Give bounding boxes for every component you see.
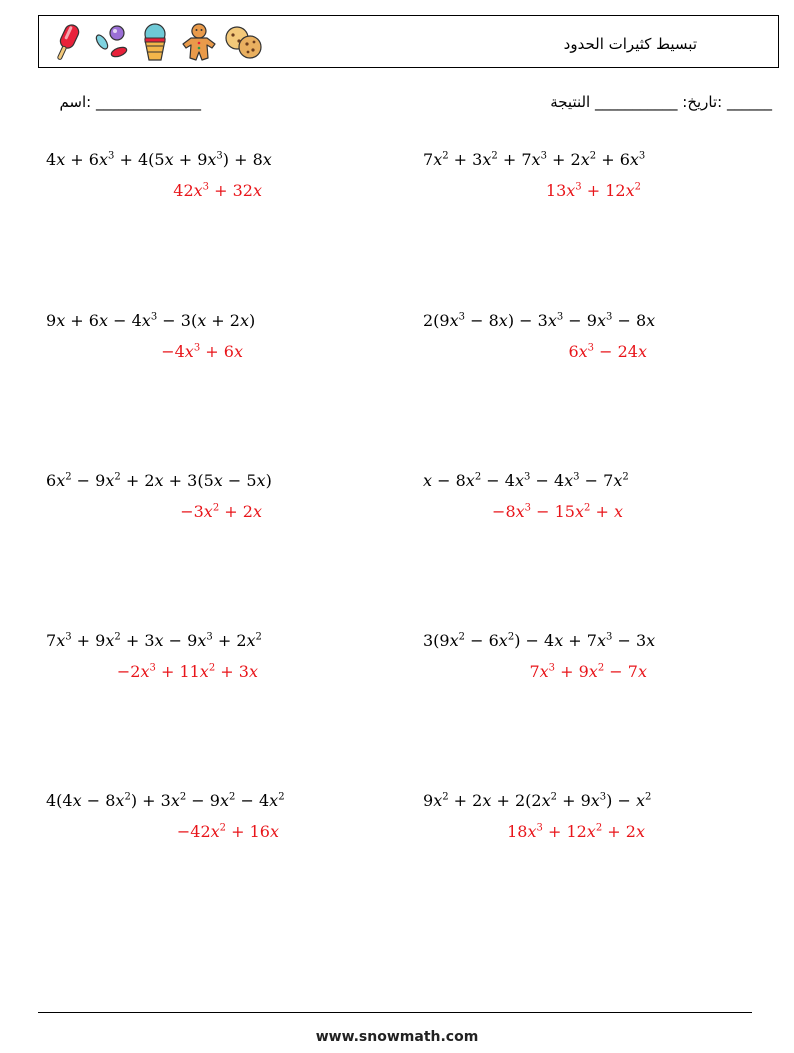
problem-question: $4(4x - 8x^2) + 3x^2 - 9x^2 - 4x^2$ [46, 791, 285, 810]
popsicle-icon [47, 20, 87, 64]
problem-answer: $7x^3 + 9x^2 - 7x$ [529, 662, 647, 681]
footer-divider [38, 1012, 752, 1013]
problem-question: $9x^2 + 2x + 2(2x^2 + 9x^3) - x^2$ [423, 791, 652, 810]
cookies-icon [223, 20, 263, 64]
problem-question: $4x + 6x^3 + 4(5x + 9x^3) + 8x$ [46, 150, 272, 169]
problem-answer: $13x^3 + 12x^2$ [545, 181, 641, 200]
worksheet-title: تبسيط كثيرات الحدود [563, 35, 697, 53]
footer-website: www.snowmath.com [315, 1029, 479, 1045]
problem-answer: $-8x^3 - 15x^2 + x$ [492, 502, 623, 521]
name-line: ______________ :اسم [59, 93, 201, 111]
problem-answer: $6x^3 - 24x$ [568, 342, 647, 361]
problem-answer: $18x^3 + 12x^2 + 2x$ [507, 822, 645, 841]
problem-answer: $42x^3 + 32x$ [173, 181, 262, 200]
problem-answer: $-42x^2 + 16x$ [176, 822, 279, 841]
gingerbread-icon [179, 20, 219, 64]
ice-cream-icon [135, 20, 175, 64]
problem-question: $3(9x^2 - 6x^2) - 4x + 7x^3 - 3x$ [423, 631, 656, 650]
header-box [38, 15, 779, 68]
header-icons [47, 20, 263, 64]
problem-answer: $-2x^3 + 11x^2 + 3x$ [116, 662, 258, 681]
problem-question: $9x + 6x - 4x^3 - 3(x + 2x)$ [46, 311, 256, 330]
problem-question: $2(9x^3 - 8x) - 3x^3 - 9x^3 - 8x$ [423, 311, 656, 330]
problem-answer: $-3x^2 + 2x$ [180, 502, 262, 521]
candy-icon [91, 20, 131, 64]
problem-question: $7x^2 + 3x^2 + 7x^3 + 2x^2 + 6x^3$ [423, 150, 646, 169]
problem-answer: $-4x^3 + 6x$ [161, 342, 243, 361]
problem-question: $x - 8x^2 - 4x^3 - 4x^3 - 7x^2$ [423, 471, 629, 490]
problem-question: $6x^2 - 9x^2 + 2x + 3(5x - 5x)$ [46, 471, 272, 490]
date-score-line: ______ :تاريخ: ___________ النتيجة [550, 93, 772, 111]
problem-question: $7x^3 + 9x^2 + 3x - 9x^3 + 2x^2$ [46, 631, 262, 650]
